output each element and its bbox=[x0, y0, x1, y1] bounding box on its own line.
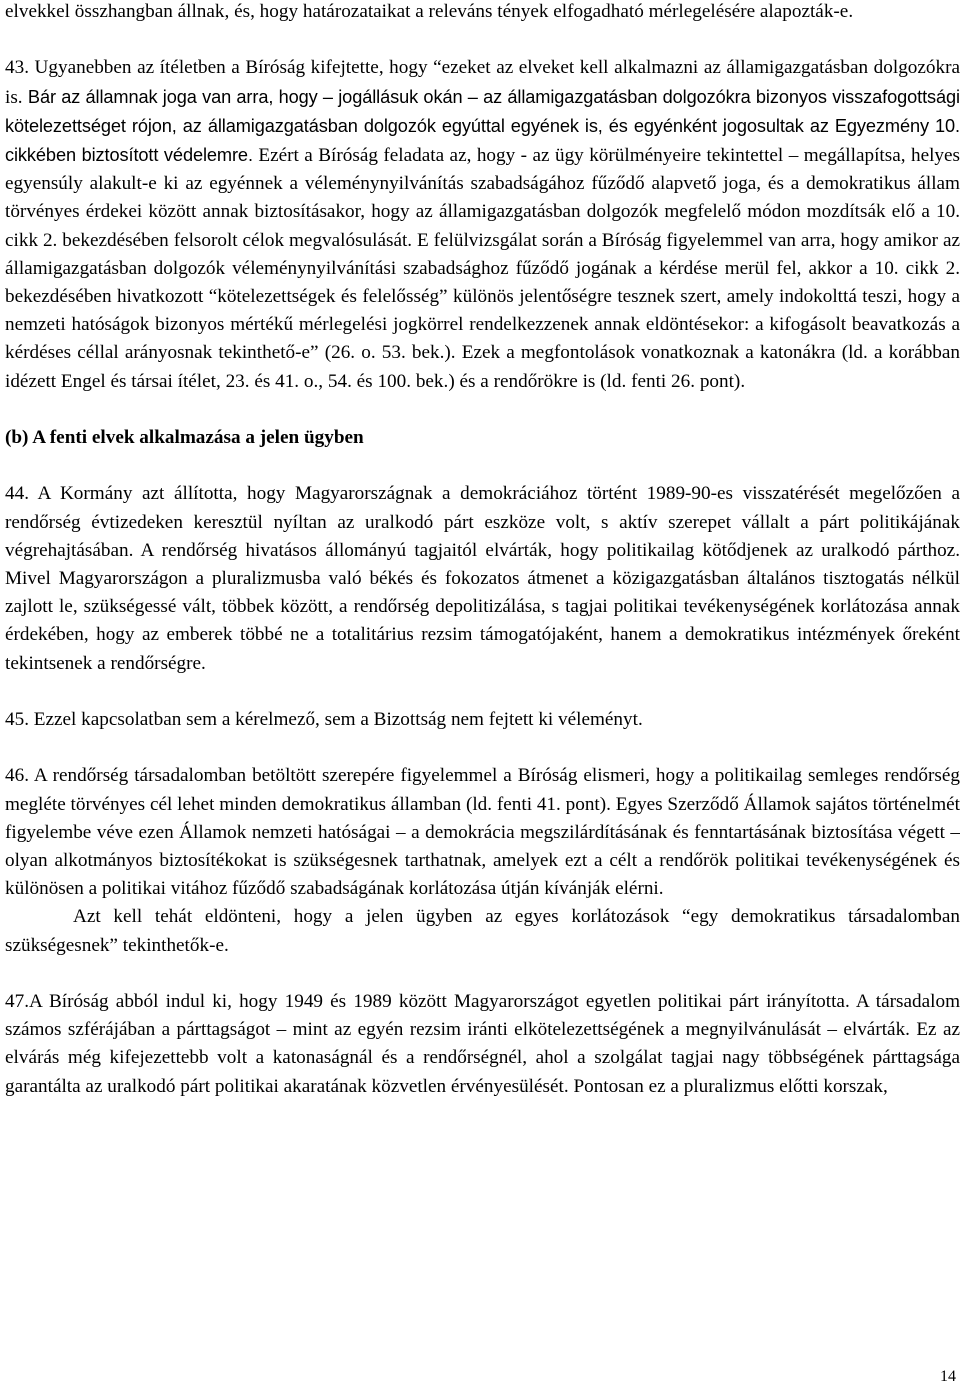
paragraph-43-part2: Bár az államnak joga van arra, hogy – jogállásuk okán – az államigazgatásban dolgozókra bizonyos visszafogottsági kötelezettséget rójon, az államigazgatásban dolgozók egyúttal egyének is, és egyénként jogosultak az Egyezmény 10. cikkében biztosított védelemre. bbox=[5, 86, 960, 165]
section-heading-b bbox=[5, 424, 960, 452]
paragraph-45-text: 45. Ezzel kapcsolatban sem a kérelmező, sem a Bizottság nem fejtett ki véleményt. bbox=[5, 709, 643, 731]
paragraph-47 bbox=[5, 988, 960, 1101]
paragraph-continued bbox=[5, 0, 960, 26]
page-number: 14 bbox=[940, 1368, 956, 1385]
paragraph-46-continued bbox=[5, 903, 960, 959]
paragraph-44 bbox=[5, 480, 960, 677]
section-heading-b-text: (b) A fenti elvek alkalmazása a jelen ügyben bbox=[5, 427, 364, 449]
paragraph-continued-text: elvekkel összhangban állnak, és, hogy határozataikat a releváns tények elfogadható mérlegelésére alapozták-e. bbox=[5, 1, 854, 22]
paragraph-43-part3: Ezért a Bíróság feladata az, hogy - az ügy körülményeire tekintettel – megállapítsa, helyes egyensúly alakult-e ki az egyénnek a véleménynyilvánítás szabadságához fűződő alapvető joga, és a demokratikus állam törvényes érdekei között annak biztosításakor, hogy az államigazgatásban dolgozók megfelelő módon mozdítsák elő a 10. cikk 2. bekezdésében felsorolt célok megvalósulását. E felülvizsgálat során a Bíróság figyelemmel van arra, hogy amikor az államigazgatásban dolgozók véleménynyilvánítási szabadsághoz fűződő jogának a kérdése merül fel, akkor a 10. cikk 2. bekezdésében hivatkozott “kötelezettségek és felelősség” különös jelentőségre tesznek szert, amely indokolttá teszi, hogy a nemzeti hatóságok bizonyos mértékű mérlegelési jogkörrel rendelkezzenek annak eldöntésekor: a kifogásolt beavatkozás a kérdéses céllal arányosnak tekinthető-e” (26. o. 53. bek.). Ezek a megfontolások vonatkoznak a katonákra (ld. a korábban idézett Engel és társai ítélet, 23. és 41. o., 54. és 100. bek.) és a rendőrökre is (ld. fenti 26. pont). bbox=[5, 145, 960, 392]
paragraph-43 bbox=[5, 54, 960, 395]
paragraph-46-text: 46. A rendőrség társadalomban betöltött szerepére figyelemmel a Bíróság elismeri, hogy a politikailag semleges rendőrség megléte törvényes cél lehet minden demokratikus államban (ld. fenti 41. pont). Egyes Szerződő Államok sajátos történelmét figyelembe véve ezen Államok nemzeti hatóságai – a demokrácia megszilárdításának és fenntartásának biztosítása végett – olyan alkotmányos biztosítékokat is szükségesnek tarthatnak, amelyek ezt a célt a rendőrök politikai tevékenységének és különösen a politikai vitához fűződő szabadságának korlátozása útján kívánják elérni. bbox=[5, 765, 960, 900]
paragraph-47-text: 47.A Bíróság abból indul ki, hogy 1949 és 1989 között Magyarországot egyetlen politikai párt irányította. A társadalom számos szférájában a párttagságot – mint az egyén rezsim iránti elkötelezettségének a megnyilvánulását – elvárták. Ez az elvárás még kifejezettebb volt a katonaságnál és a rendőrségnél, ahol a szolgálat tagjai nagy többségének párttagsága garantálta az uralkodó párt politikai akaratának közvetlen érvényesülését. Pontosan ez a pluralizmus előtti korszak, bbox=[5, 991, 960, 1097]
paragraph-46-continued-text: Azt kell tehát eldönteni, hogy a jelen ügyben az egyes korlátozások “egy demokratikus társadalomban szükségesnek” tekinthetők-e. bbox=[5, 906, 960, 956]
paragraph-46 bbox=[5, 762, 960, 903]
paragraph-44-text: 44. A Kormány azt állította, hogy Magyarországnak a demokráciához történt 1989-90-es visszatérését megelőzően a rendőrség évtizedeken keresztül nyíltan az uralkodó párt eszköze volt, s aktív szerepet vállalt a párt politikájának végrehajtásában. A rendőrség hivatásos állományú tagjaitól elvárták, hogy politikailag kötődjenek az uralkodó párthoz. Mivel Magyarországon a pluralizmusba való békés és fokozatos átmenet a közigazgatásban általános tisztogatás nélkül zajlott le, szükségessé vált, többek között, a rendőrség depolitizálása, s tagjai politikai tevékenységének korlátozása annak érdekében, hogy az emberek többé ne a totalitárius rezsim támogatójaként, hanem a demokratikus intézmények őreként tekintsenek a rendőrségre. bbox=[5, 483, 960, 674]
paragraph-45 bbox=[5, 706, 960, 734]
paragraph-43-part1: 43. Ugyanebben az ítéletben a Bíróság kifejtette, hogy “ezeket az elveket kell alkalmazni az államigazgatásban dolgozókra is. bbox=[5, 57, 960, 108]
document-page bbox=[5, 0, 960, 1101]
